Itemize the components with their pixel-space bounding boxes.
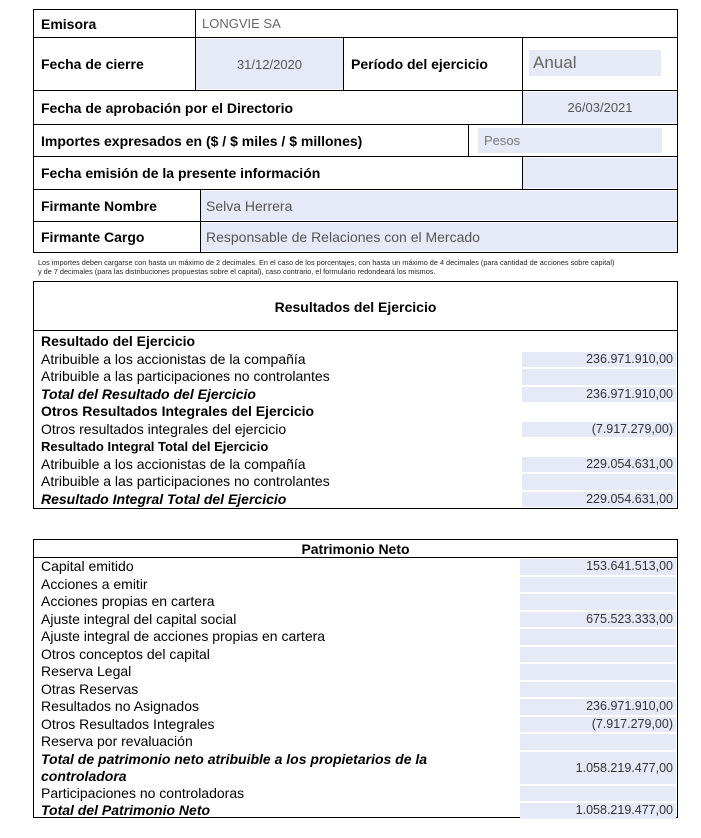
table-row [34,491,677,509]
row-value-field[interactable] [522,369,676,385]
patrimonio-title: Patrimonio Neto [301,541,410,557]
row-value-field[interactable] [520,682,676,698]
row-label: Participaciones no controladoras [41,784,245,801]
table-row [34,698,677,716]
row-label: Total del Patrimonio Neto [41,802,211,818]
fecha-cierre-field[interactable]: 31/12/2020 [196,39,343,89]
table-row [34,785,677,803]
row-label: Otros Resultados Integrales [41,715,215,732]
fecha-emision-field[interactable] [523,158,677,188]
table-row [34,576,677,594]
table-row [34,646,677,664]
note-line-1: Los importes deben cargarse con hasta un máximo de 2 decimales. En el caso de los porcentajes, con hasta un máximo de 4 decimales (para cantidad de acciones sobre capital) [38,258,615,267]
importes-label: Importes expresados en ($ / $ miles / $ millones) [41,132,363,149]
fecha-aprobacion-row [33,91,678,125]
row-value-field[interactable] [520,594,676,610]
importes-row [33,125,678,157]
row-label: Atribuible a las participaciones no controlantes [41,368,330,384]
row-label: Ajuste integral de acciones propias en cartera [41,628,326,644]
table-row [34,421,677,439]
fecha-aprobacion-label: Fecha de aprobación por el Directorio [41,99,294,116]
fecha-cierre-row [33,38,678,91]
periodo-field[interactable]: Anual [529,50,661,76]
row-value-field[interactable] [520,786,676,802]
table-row [34,593,677,611]
row-value-field[interactable] [520,629,676,645]
row-label: Resultado del Ejercicio [41,333,196,349]
row-label: Otros conceptos del capital [41,645,210,662]
row-label: Atribuible a los accionistas de la compañía [41,455,306,472]
table-row [34,558,677,576]
note-line-2: y de 7 decimales (para las distribuciones propuestas sobre el capital), caso contrario, el formulario redondeará los mismos. [38,267,436,276]
row-label: Acciones propias en cartera [41,593,215,609]
row-value-field[interactable]: 236.971.910,00 [522,387,676,403]
table-row [34,628,677,646]
row-label: Otros Resultados Integrales del Ejercicio [41,403,315,419]
periodo-label: Período del ejercicio [351,56,488,72]
row-value-field[interactable]: 1.058.219.477,00 [520,803,676,819]
row-label: Atribuible a los accionistas de la compañía [41,350,306,367]
table-row [34,351,677,369]
table-row [34,663,677,681]
row-label: Total de patrimonio neto atribuible a los propietarios de la controladora [41,750,428,784]
row-value-field[interactable]: 153.641.513,00 [520,559,676,575]
patrimonio-section [33,539,678,818]
firmante-nombre-row [33,190,678,222]
firmante-cargo-row [33,222,678,253]
row-label: Atribuible a las participaciones no controlantes [41,473,330,489]
row-label: Otros resultados integrales del ejercicio [41,420,287,437]
firmante-cargo-label: Firmante Cargo [41,229,145,245]
emisora-field[interactable]: LONGVIE SA [196,10,677,37]
fecha-cierre-label: Fecha de cierre [41,56,144,72]
row-label: Otras Reservas [41,680,139,697]
fecha-aprobacion-field[interactable]: 26/03/2021 [523,92,677,123]
firmante-cargo-field[interactable]: Responsable de Relaciones con el Mercado [201,223,677,251]
row-value-field[interactable] [520,647,676,663]
emisora-row [33,9,678,38]
row-label: Ajuste integral del capital social [41,610,237,627]
resultados-section [33,281,678,509]
table-row [34,751,677,785]
row-value-field[interactable]: 236.971.910,00 [520,699,676,715]
row-label: Resultado Integral Total del Ejercicio [41,490,287,507]
resultados-title: Resultados del Ejercicio [274,299,437,315]
firmante-nombre-label: Firmante Nombre [41,197,157,214]
row-value-field[interactable] [520,577,676,593]
row-value-field[interactable]: (7.917.279,00) [520,717,676,733]
table-row [34,681,677,699]
table-row [34,368,677,386]
row-label: Reserva Legal [41,663,132,679]
row-label: Resultado Integral Total del Ejercicio [41,439,269,454]
row-label: Total del Resultado del Ejercicio [41,385,256,402]
row-value-field[interactable]: 229.054.631,00 [522,492,676,508]
table-row [34,403,677,421]
decimal-note [38,258,678,276]
fecha-emision-row [33,157,678,190]
row-value-field[interactable] [520,664,676,680]
row-value-field[interactable]: (7.917.279,00) [522,422,676,438]
importes-field[interactable]: Pesos [478,128,662,153]
row-value-field[interactable] [522,474,676,490]
row-label: Resultados no Asignados [41,698,199,714]
row-value-field[interactable]: 1.058.219.477,00 [520,752,676,784]
table-row [34,438,677,456]
row-label: Capital emitido [41,558,134,574]
row-label: Reserva por revaluación [41,733,193,749]
table-row [34,386,677,404]
table-row [34,716,677,734]
table-row [34,611,677,629]
row-value-field[interactable] [520,734,676,750]
table-row [34,802,677,820]
table-row [34,733,677,751]
fecha-emision-label: Fecha emisión de la presente información [41,165,321,181]
emisora-label: Emisora [41,15,97,32]
table-row [34,473,677,491]
table-row [34,333,677,351]
row-value-field[interactable]: 236.971.910,00 [522,352,676,368]
row-value-field[interactable]: 675.523.333,00 [520,612,676,628]
row-value-field[interactable]: 229.054.631,00 [522,457,676,473]
table-row [34,456,677,474]
firmante-nombre-field[interactable]: Selva Herrera [201,191,677,220]
row-label: Acciones a emitir [41,575,148,592]
